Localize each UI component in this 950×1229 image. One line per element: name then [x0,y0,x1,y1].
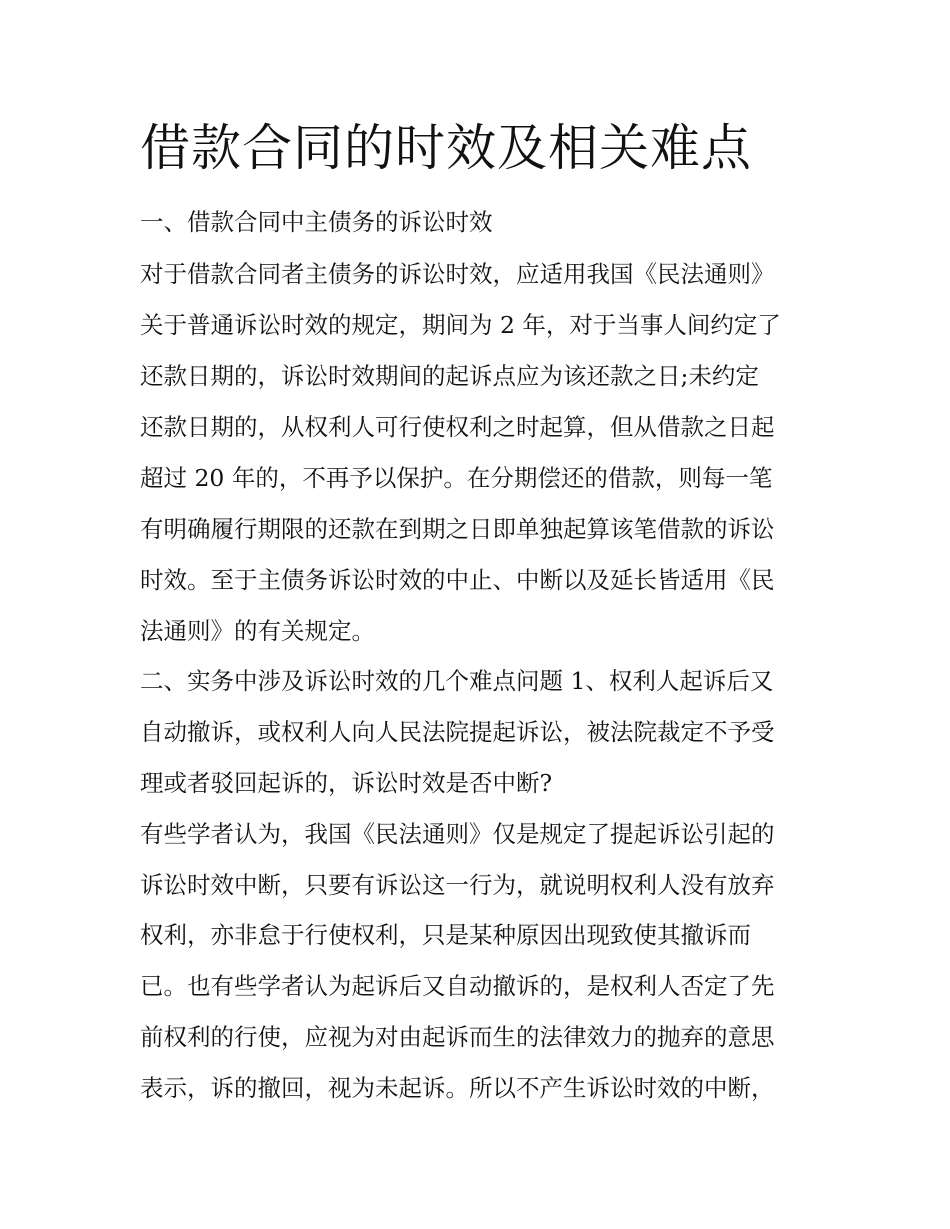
section-heading-1: 一、借款合同中主债务的诉讼时效 [140,208,493,236]
body-text-line: 还款日期的，从权利人可行使权利之时起算，但从借款之日起 [140,413,775,441]
body-text-line: 自动撤诉，或权利人向人民法院提起诉讼，被法院裁定不予受 [140,718,775,746]
document-title: 借款合同的时效及相关难点 [140,119,752,177]
body-text-line: 对于借款合同者主债务的诉讼时效，应适用我国《民法通则》 [140,260,775,288]
body-text-line: 有些学者认为，我国《民法通则》仅是规定了提起诉讼引起的 [140,820,775,848]
body-text-line: 权利，亦非怠于行使权利，只是某种原因出现致使其撤诉而 [140,921,751,949]
body-text-line: 前权利的行使，应视为对由起诉而生的法律效力的抛弃的意思 [140,1023,775,1051]
body-text-line: 还款日期的，诉讼时效期间的起诉点应为该还款之日;未约定 [140,362,759,390]
section-heading-2: 二、实务中涉及诉讼时效的几个难点问题 1、权利人起诉后又 [140,667,774,695]
body-text-line: 时效。至于主债务诉讼时效的中止、中断以及延长皆适用《民 [140,566,775,594]
body-text-line: 超过 20 年的，不再予以保护。在分期偿还的借款，则每一笔 [140,464,773,492]
body-text-line: 理或者驳回起诉的，诉讼时效是否中断? [140,769,553,797]
body-text-line: 法通则》的有关规定。 [140,617,375,645]
body-text-line: 关于普通诉讼时效的规定，期间为 2 年，对于当事人间约定了 [140,311,781,339]
body-text-line: 已。也有些学者认为起诉后又自动撤诉的，是权利人否定了先 [140,972,775,1000]
body-text-line: 表示，诉的撤回，视为未起诉。所以不产生诉讼时效的中断， [140,1074,775,1102]
body-text-line: 诉讼时效中断，只要有诉讼这一行为，就说明权利人没有放弃 [140,871,775,899]
body-text-line: 有明确履行期限的还款在到期之日即单独起算该笔借款的诉讼 [140,515,775,543]
